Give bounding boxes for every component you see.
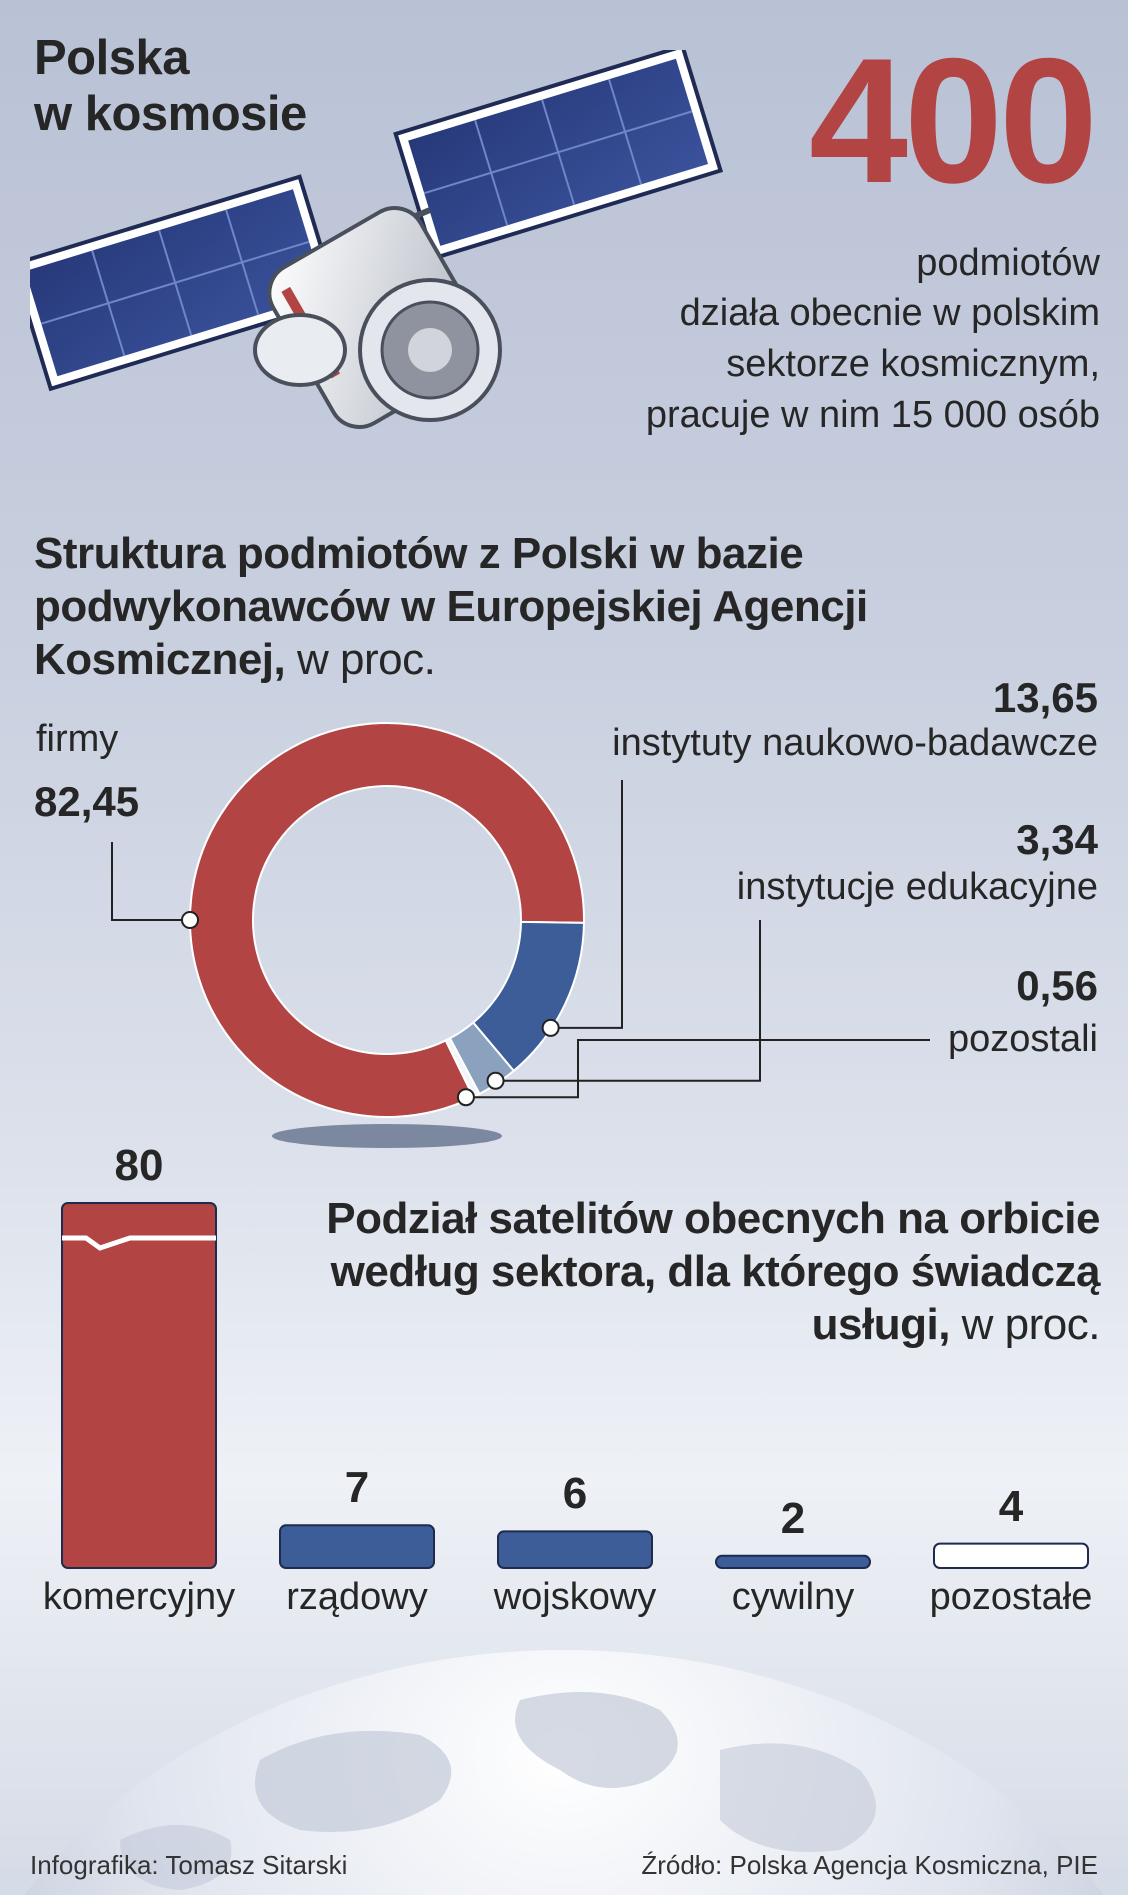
bar-wojskowy	[498, 1531, 652, 1568]
bar-category-label: cywilny	[731, 1576, 855, 1618]
bar-value-label: 7	[344, 1463, 370, 1513]
label-firmy: firmy	[36, 718, 119, 760]
bar-value-label: 80	[114, 1141, 164, 1190]
stat-line-1: podmiotów	[916, 242, 1100, 284]
bar-title-line2: według sektora, dla którego świadczą	[330, 1247, 1100, 1296]
donut-title-bold: Kosmicznej,	[34, 635, 286, 684]
bar-category-label: komercyjny	[42, 1576, 236, 1618]
footer-source: Źródło: Polska Agencja Kosmiczna, PIE	[641, 1850, 1098, 1880]
value-firmy: 82,45	[34, 778, 140, 825]
bar-category-label: rządowy	[286, 1576, 428, 1618]
bar-title-line1: Podział satelitów obecnych na orbicie	[326, 1194, 1100, 1243]
footer-credit: Infografika: Tomasz Sitarski	[30, 1850, 348, 1880]
main-title-line2: w kosmosie	[34, 87, 307, 141]
bar-rządowy	[280, 1525, 434, 1568]
label-instytuty: instytuty naukowo-badawcze	[612, 722, 1098, 764]
bar-title-unit: w proc.	[961, 1300, 1100, 1349]
value-instytuty: 13,65	[992, 674, 1098, 721]
bar-komercyjny	[62, 1203, 216, 1568]
bar-category-label: wojskowy	[493, 1576, 657, 1618]
stat-line-3: sektorze kosmicznym,	[726, 343, 1100, 385]
value-edukacyjne: 3,34	[1016, 816, 1098, 863]
bar-value-label: 4	[998, 1481, 1024, 1531]
stat-line-2: działa obecnie w polskim	[679, 292, 1100, 334]
bar-cywilny	[716, 1556, 870, 1568]
donut-title-line2: podwykonawców w Europejskiej Agencji	[34, 582, 868, 631]
label-edukacyjne: instytucje edukacyjne	[736, 866, 1098, 908]
value-pozostali: 0,56	[1016, 962, 1098, 1009]
bar-pozostałe	[934, 1544, 1088, 1568]
label-pozostali: pozostali	[948, 1018, 1098, 1060]
bar-value-label: 2	[780, 1493, 806, 1543]
bar-category-label: pozostałe	[929, 1576, 1093, 1618]
bar-title-bold: usługi,	[811, 1300, 950, 1349]
bar-value-label: 6	[562, 1469, 588, 1519]
donut-title-unit: w proc.	[296, 635, 436, 684]
big-number: 400	[809, 21, 1094, 220]
stat-line-4: pracuje w nim 15 000 osób	[645, 394, 1100, 436]
donut-title-line1: Struktura podmiotów z Polski w bazie	[34, 529, 804, 578]
main-title-line1: Polska	[34, 31, 189, 85]
